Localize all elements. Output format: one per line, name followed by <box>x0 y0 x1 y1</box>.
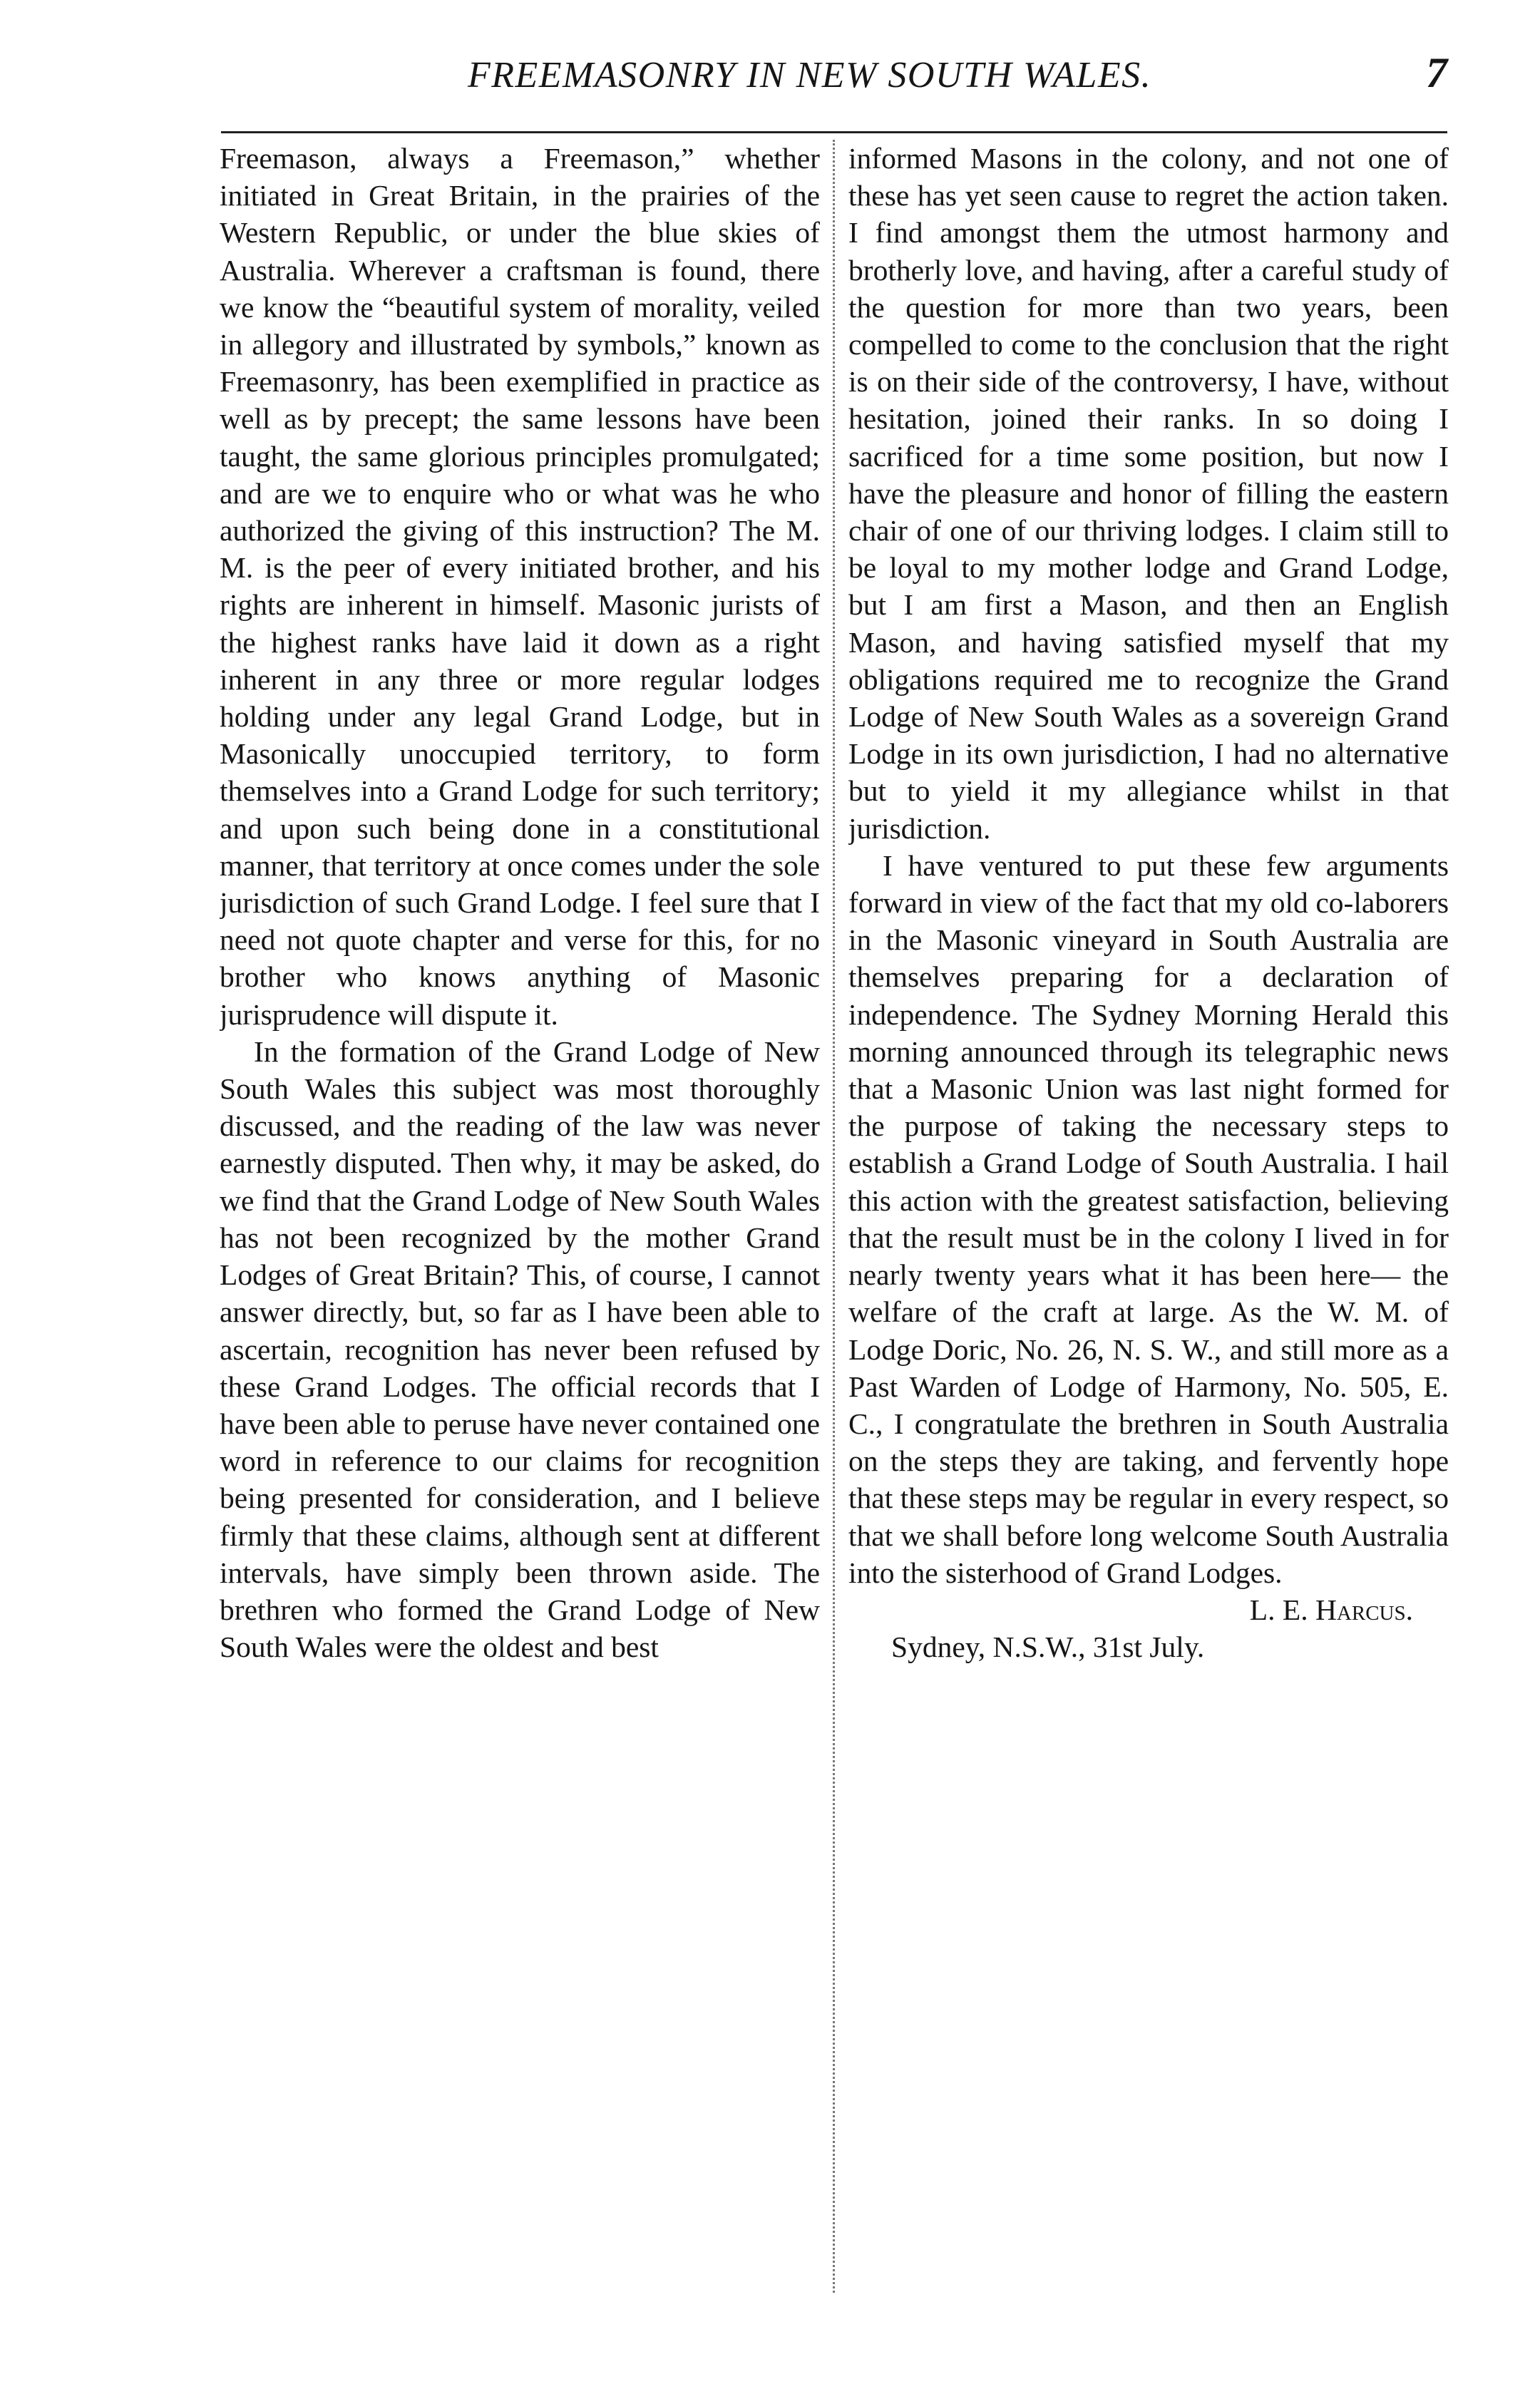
right-column <box>848 140 1449 2300</box>
page-number: 7 <box>1426 49 1447 96</box>
paragraph: In the formation of the Grand Lodge of New South Wales this subject was most thoroughly discussed, and the reading of the law was never earnestly disputed. Then why, it may be asked, do we find that the Grand Lodge of New South Wales has not been recognized by the mother Grand Lodges of Great Britain? This, of course, I cannot answer directly, but, so far as I have been able to ascertain, recognition has never been refused by these Grand Lodges. The official records that I have been able to peruse have never contained one word in reference to our claims for recognition being presented for consideration, and I believe firmly that these claims, although sent at different intervals, have simply been thrown aside. The brethren who formed the Grand Lodge of New South Wales were the oldest and best <box>220 1034 820 1664</box>
column-divider <box>833 140 835 2293</box>
left-column <box>220 140 820 2300</box>
paragraph: Freemason, always a Freemason,” whether initiated in Great Britain, in the prairies of the Western Republic, or under the blue skies of Australia. Wherever a craftsman is found, there we know the “beautiful system of morality, veiled in allegory and illustrated by symbols,” known as Freemasonry, has been exemplified in practice as well as by precept; the same lessons have been taught, the same glorious principles promulgated; and are we to enquire who or what was he who authorized the giving of this instruction? The M. M. is the peer of every initiated brother, and his rights are inherent in himself. Masonic jurists of the highest ranks have laid it down as a right inherent in any three or more regular lodges holding under any legal Grand Lodge, but in Masonically unoccupied territory, to form themselves into a Grand Lodge for such territory; and upon such being done in a constitutional manner, that territory at once comes under the sole jurisdiction of such Grand Lodge. I feel sure that I need not quote chapter and verse for this, for no brother who knows anything of Masonic jurisprudence will dispute it. <box>220 142 820 1031</box>
header-rule <box>221 131 1447 133</box>
running-title: FREEMASONRY IN NEW SOUTH WALES. <box>468 55 1152 96</box>
running-head <box>214 43 1447 107</box>
author-signature: L. E. Harcus. <box>1249 1593 1413 1626</box>
paragraph: informed Masons in the colony, and not one of these has yet seen cause to regret the action taken. I find amongst them the utmost harmony and brotherly love, and having, after a careful study of the question for more than two years, been compelled to come to the conclusion that the right is on their side of the controversy, I have, without hesitation, joined their ranks. In so doing I sacrificed for a time some position, but now I have the pleasure and honor of filling the eastern chair of one of our thriving lodges. I claim still to be loyal to my mother lodge and Grand Lodge, but I am first a Mason, and then an English Mason, and having satisfied myself that my obligations required me to recognize the Grand Lodge of New South Wales as a sovereign Grand Lodge in its own jurisdiction, I had no alternative but to yield it my allegiance whilst in that jurisdiction. <box>848 142 1449 845</box>
dateline: Sydney, N.S.W., 31st July. <box>891 1630 1205 1664</box>
paragraph: I have ventured to put these few arguments forward in view of the fact that my old co-laborers in the Masonic vineyard in South Australia are themselves preparing for a declaration of independence. The Sydney Morning Herald this morning announced through its telegraphic news that a Masonic Union was last night formed for the purpose of taking the necessary steps to establish a Grand Lodge of South Australia. I hail this action with the greatest satisfaction, believing that the result must be in the colony I lived in for nearly twenty years what it has been here— the welfare of the craft at large. As the W. M. of Lodge Doric, No. 26, N. S. W., and still more as a Past Warden of Lodge of Harmony, No. 505, E. C., I congratulate the brethren in South Australia on the steps they are taking, and fervently hope that these steps may be regular in every respect, so that we shall before long welcome South Australia into the sisterhood of Grand Lodges. <box>848 848 1449 1589</box>
